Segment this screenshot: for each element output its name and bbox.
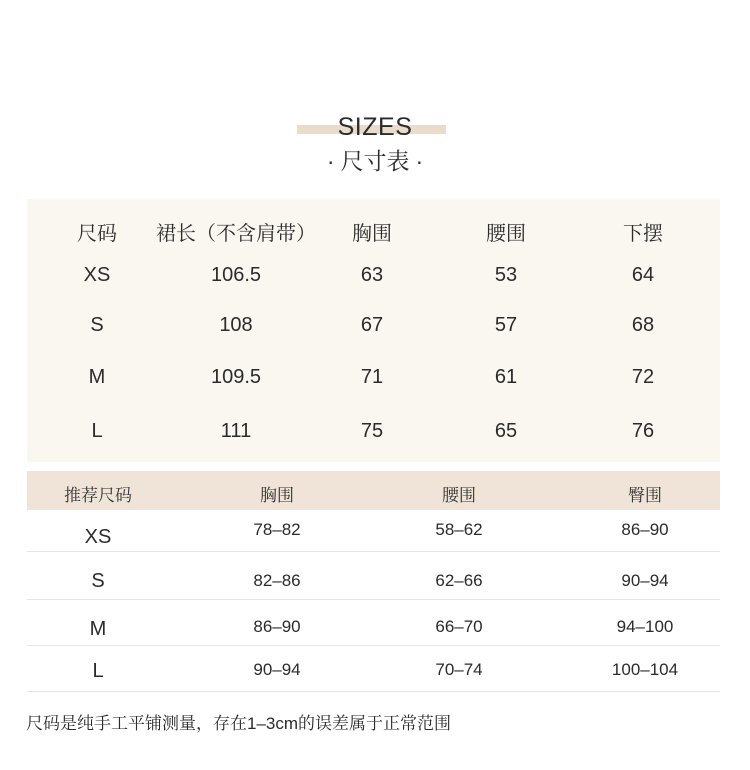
title-english: SIZES bbox=[337, 113, 413, 141]
size-table-cell: 68 bbox=[631, 314, 655, 336]
size-label-cell: M bbox=[88, 366, 106, 388]
size-table-cell: 67 bbox=[360, 314, 384, 336]
recommend-table-cell: 70–74 bbox=[435, 660, 483, 679]
size-table-cell: 53 bbox=[494, 264, 518, 286]
recommend-table-cell: 90–94 bbox=[621, 571, 669, 590]
size-table-cell: 108 bbox=[219, 314, 253, 336]
size-table-cell: 76 bbox=[631, 420, 655, 442]
recommend-table-header bbox=[27, 471, 720, 510]
recommend-table-cell: 90–94 bbox=[253, 660, 301, 679]
recommend-table-cell: 94–100 bbox=[616, 617, 674, 636]
title-dot-right: · bbox=[415, 148, 424, 174]
recommend-header-cell: 臀围 bbox=[628, 486, 662, 505]
size-table-cell: 111 bbox=[220, 420, 252, 442]
size-table-cell: 65 bbox=[494, 420, 518, 442]
title-chinese-text: 尺寸表 bbox=[340, 148, 410, 174]
recommend-header-cell: 推荐尺码 bbox=[64, 486, 132, 505]
size-label-cell: XS bbox=[83, 264, 111, 286]
size-table-header-cell: 腰围 bbox=[486, 223, 526, 245]
recommend-table-cell: 86–90 bbox=[621, 520, 669, 539]
size-table-cell: 61 bbox=[494, 366, 518, 388]
recommend-table-cell: 78–82 bbox=[253, 520, 301, 539]
recommend-size-label: XS bbox=[84, 526, 112, 548]
recommend-table-row bbox=[27, 552, 720, 600]
size-table-cell: 71 bbox=[360, 366, 384, 388]
size-table-header-cell: 胸围 bbox=[352, 223, 392, 245]
recommend-size-label: S bbox=[91, 570, 105, 592]
title-chinese bbox=[0, 147, 750, 175]
size-table-cell: 75 bbox=[360, 420, 384, 442]
recommend-header-cell: 腰围 bbox=[442, 486, 476, 505]
size-table-cell: 63 bbox=[360, 264, 384, 286]
recommend-table-cell: 100–104 bbox=[611, 660, 679, 679]
page-title bbox=[0, 112, 750, 175]
recommend-table-cell: 82–86 bbox=[253, 571, 301, 590]
recommend-table-cell: 66–70 bbox=[435, 617, 483, 636]
size-table bbox=[27, 199, 720, 462]
recommend-size-label: L bbox=[92, 660, 104, 682]
measurement-note: 尺码是纯手工平铺测量，存在1–3cm的误差属于正常范围 bbox=[26, 714, 452, 733]
size-table-cell: 109.5 bbox=[210, 366, 262, 388]
size-table-cell: 106.5 bbox=[210, 264, 262, 286]
size-table-header-cell: 下摆 bbox=[623, 223, 663, 245]
size-table-cell: 57 bbox=[494, 314, 518, 336]
recommend-table-cell: 86–90 bbox=[253, 617, 301, 636]
recommend-table-row bbox=[27, 600, 720, 646]
recommend-header-cell: 胸围 bbox=[260, 486, 294, 505]
recommend-table-row bbox=[27, 646, 720, 692]
recommend-table-cell: 62–66 bbox=[435, 571, 483, 590]
recommend-table-cell: 58–62 bbox=[435, 520, 483, 539]
size-label-cell: S bbox=[90, 314, 104, 336]
recommend-size-label: M bbox=[89, 618, 107, 640]
size-table-header-cell: 裙长（不含肩带） bbox=[156, 223, 316, 245]
size-label-cell: L bbox=[91, 420, 103, 442]
size-table-cell: 72 bbox=[631, 366, 655, 388]
size-table-header-cell: 尺码 bbox=[77, 223, 117, 245]
size-table-cell: 64 bbox=[631, 264, 655, 286]
recommend-table-row bbox=[27, 510, 720, 552]
title-dot-left: · bbox=[326, 148, 335, 174]
